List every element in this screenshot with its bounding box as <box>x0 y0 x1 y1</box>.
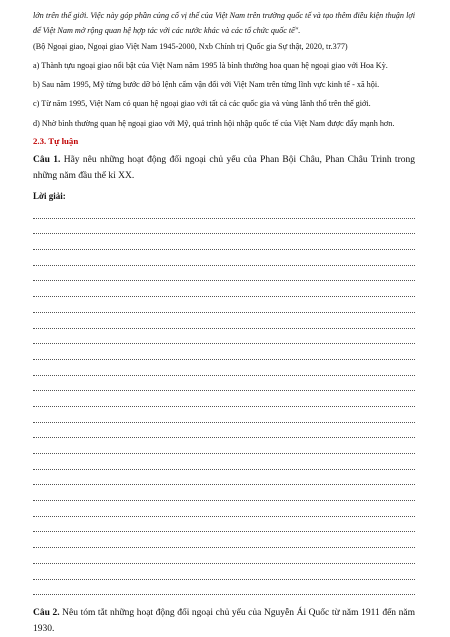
question-1 <box>33 152 415 184</box>
answer-line[interactable] <box>33 301 415 317</box>
answer-line[interactable] <box>33 505 415 521</box>
answer-line[interactable] <box>33 254 415 270</box>
question-2 <box>33 605 415 637</box>
answer-line[interactable] <box>33 474 415 490</box>
answer-line[interactable] <box>33 442 415 458</box>
section-title: 2.3. Tự luận <box>33 136 79 146</box>
answer-line[interactable] <box>33 207 415 223</box>
page-content <box>33 8 415 637</box>
answer-line[interactable] <box>33 584 415 600</box>
question-1-text: Hãy nêu những hoạt động đối ngoại chủ yếu của Phan Bội Châu, Phan Châu Trinh trong những năm đầu thế kỉ XX. <box>33 155 415 181</box>
answer-line[interactable] <box>33 317 415 333</box>
answer-line[interactable] <box>33 521 415 537</box>
answer-lines[interactable] <box>33 207 415 599</box>
statement-b: b) Sau năm 1995, Mỹ từng bước dỡ bỏ lệnh cấm vận đối với Việt Nam trên từng lĩnh vực kinh tế - xã hội. <box>33 80 380 89</box>
statement-c: c) Từ năm 1995, Việt Nam có quan hệ ngoại giao với tất cả các quốc gia và vùng lãnh thổ trên thế giới. <box>33 99 371 108</box>
answer-line[interactable] <box>33 285 415 301</box>
statement-a: a) Thành tựu ngoại giao nổi bật của Việt Nam năm 1995 là bình thường hoa quan hệ ngoại giao với Hoa Kỳ. <box>33 61 388 70</box>
question-2-text: Nêu tóm tắt những hoạt động đối ngoại chủ yếu của Nguyễn Ái Quốc từ năm 1911 đến năm 1930. <box>33 608 415 635</box>
answer-line[interactable] <box>33 552 415 568</box>
quote-text: lớn trên thế giới. Việc này góp phần củng cố vị thế của Việt Nam trên trường quốc tế và tạo thêm điều kiện thuận lợi để Việt Nam mở rộng quan hệ hợp tác với các nước khác và các tổ chức quốc tế". <box>33 11 415 35</box>
answer-line[interactable] <box>33 270 415 286</box>
question-2-label: Câu 2. <box>33 608 60 619</box>
question-1-label: Câu 1. <box>33 155 61 165</box>
answer-line[interactable] <box>33 223 415 239</box>
answer-line[interactable] <box>33 568 415 584</box>
answer-line[interactable] <box>33 458 415 474</box>
statement-d: d) Nhờ bình thường quan hệ ngoại giao với Mỹ, quá trình hội nhập quốc tế của Việt Nam được đẩy mạnh hơn. <box>33 119 395 128</box>
answer-line[interactable] <box>33 489 415 505</box>
answer-line[interactable] <box>33 536 415 552</box>
answer-line[interactable] <box>33 333 415 349</box>
answer-line[interactable] <box>33 380 415 396</box>
answer-line[interactable] <box>33 411 415 427</box>
answer-line[interactable] <box>33 427 415 443</box>
answer-line[interactable] <box>33 395 415 411</box>
answer-line[interactable] <box>33 364 415 380</box>
answer-line[interactable] <box>33 238 415 254</box>
solution-label: Lời giải: <box>33 191 66 201</box>
quote-source: (Bộ Ngoại giao, Ngoại giao Việt Nam 1945-2000, Nxb Chính trị Quốc gia Sự thật, 2020, tr.377) <box>33 42 348 51</box>
answer-line[interactable] <box>33 348 415 364</box>
